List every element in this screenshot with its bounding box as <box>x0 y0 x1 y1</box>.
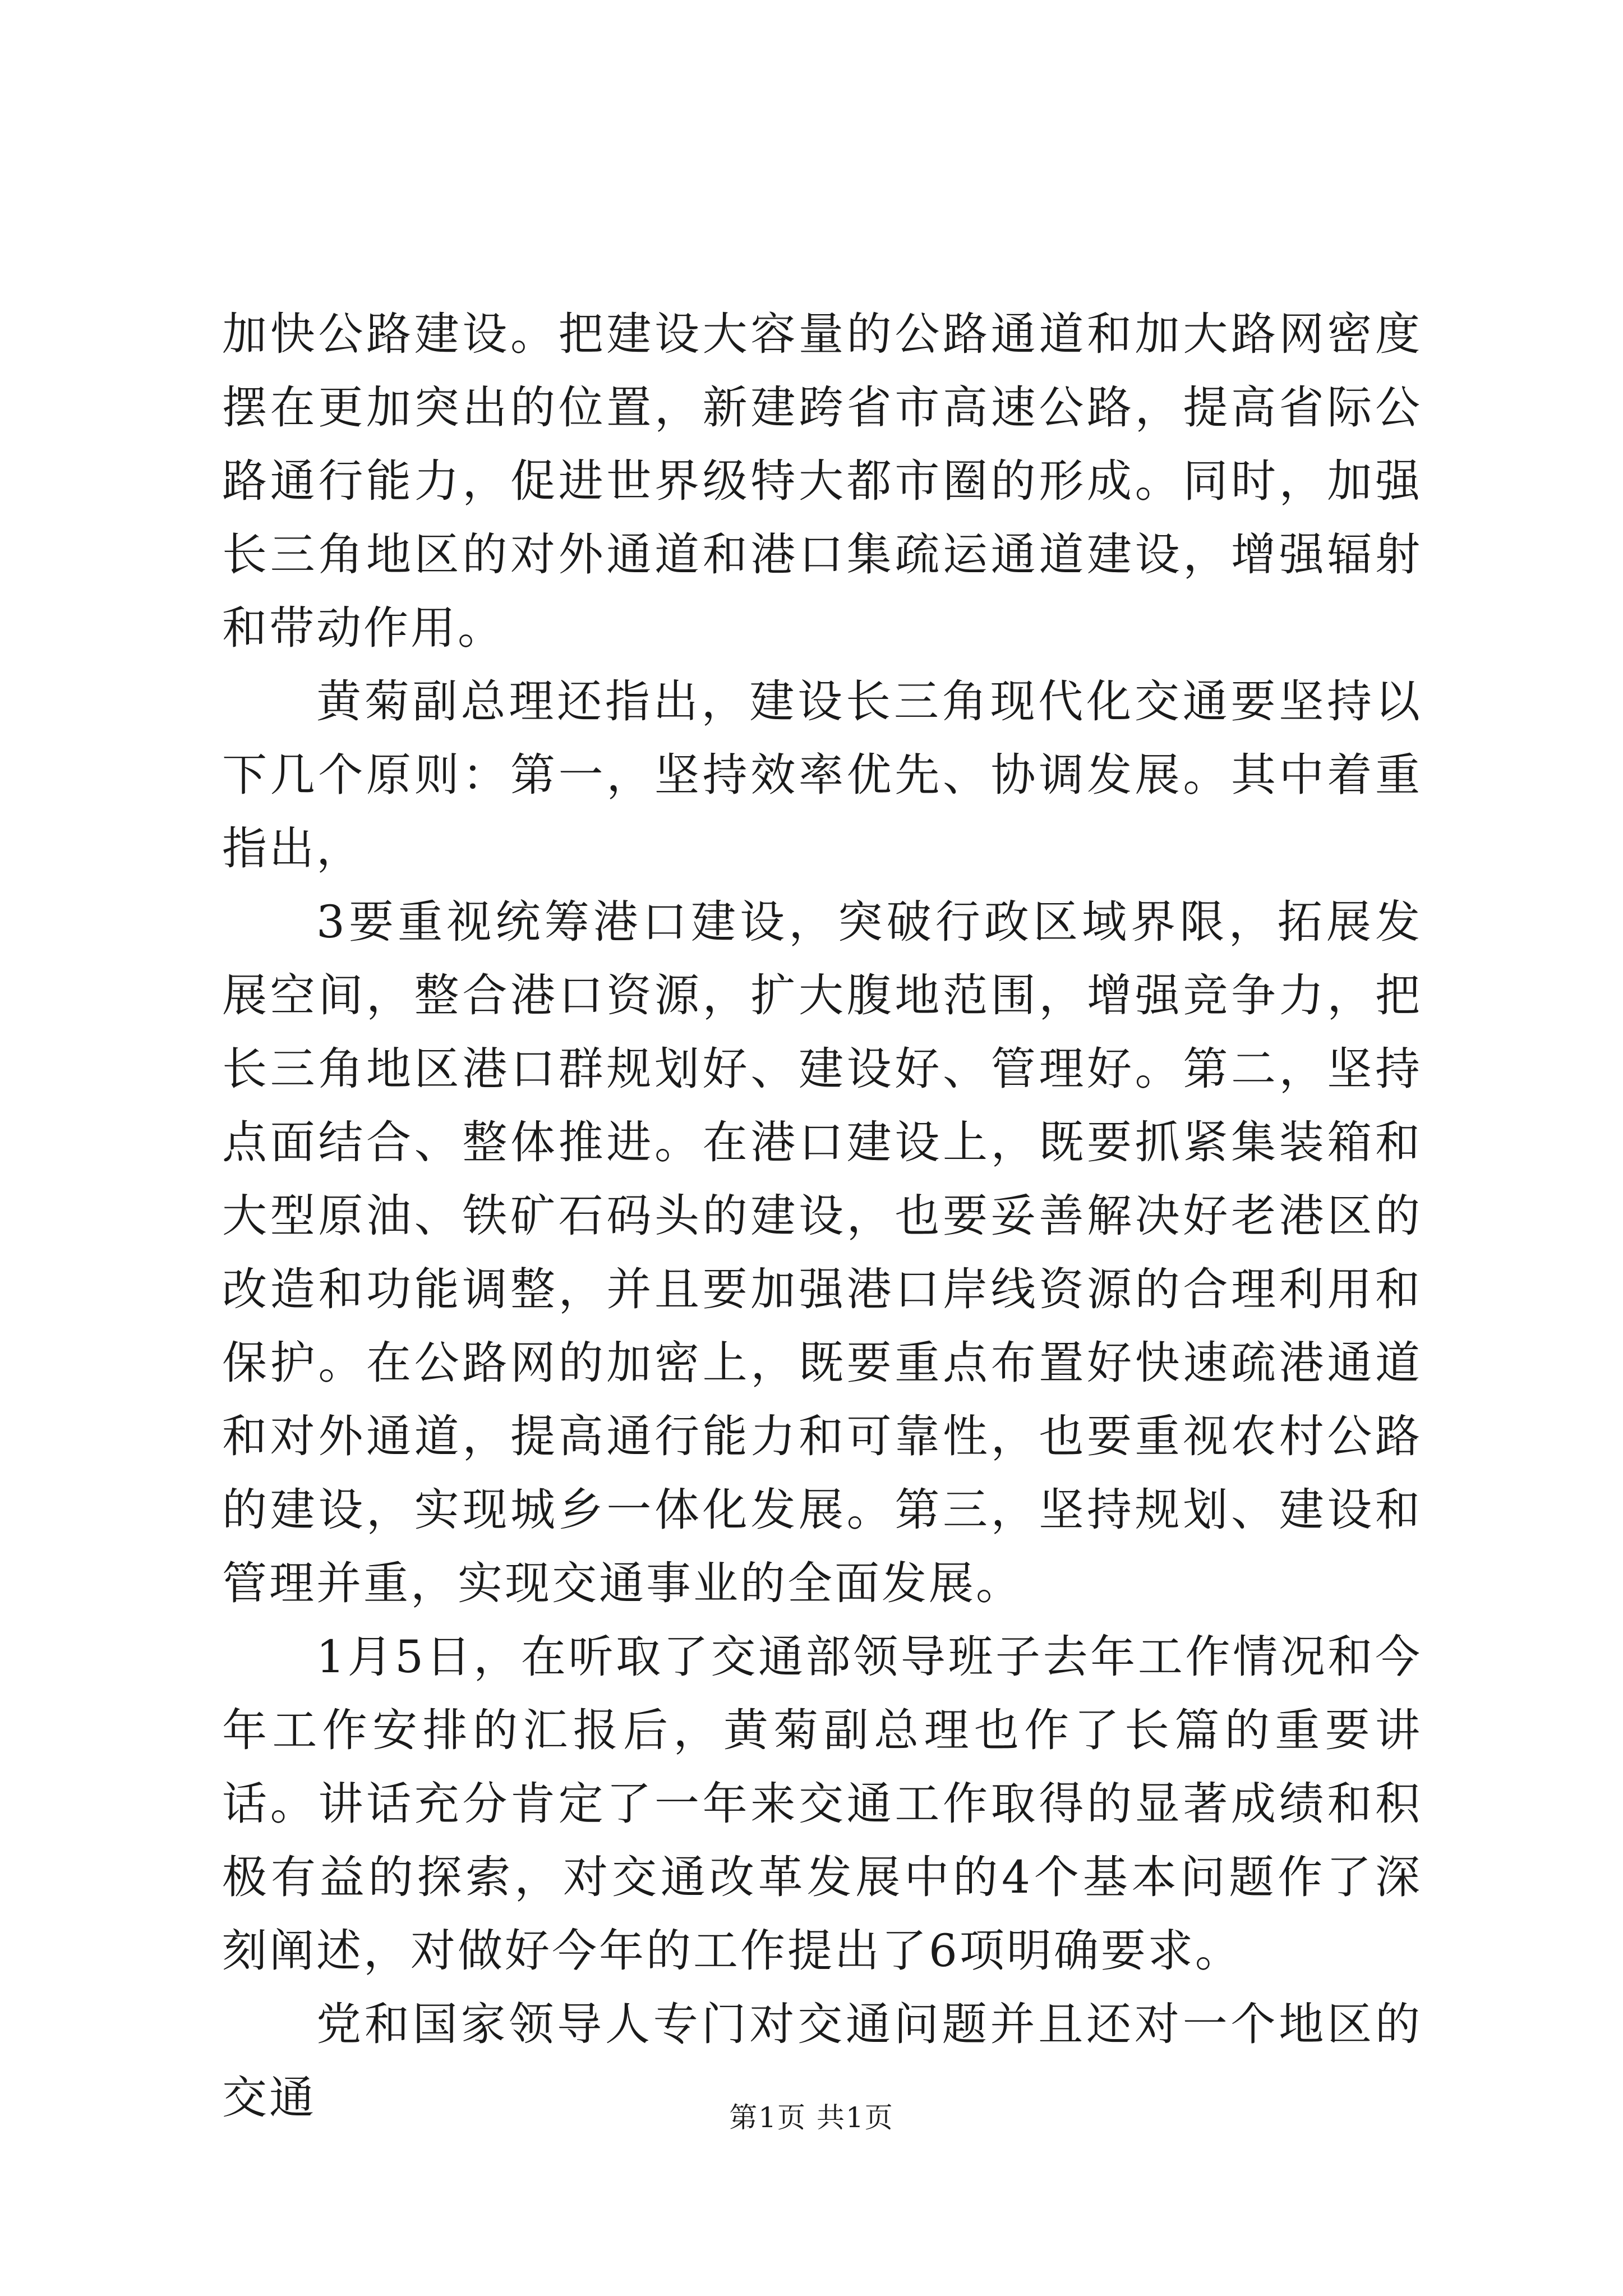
paragraph-5: 党和国家领导人专门对交通问题并且还对一个地区的交通 <box>222 1998 1422 2124</box>
paragraph-4: 1月5日，在听取了交通部领导班子去年工作情况和今年工作安排的汇报后，黄菊副总理也作了长篇的重要讲话。讲话充分肯定了一年来交通工作取得的显著成绩和积极有益的探索，对交通改革发展中的4个基本问题作了深刻阐述，对做好今年的工作提出了6项明确要求。 <box>222 1631 1422 1977</box>
page-footer: 第1页 共1页 <box>729 2101 894 2134</box>
document-body <box>222 297 1422 2134</box>
paragraph-1: 加快公路建设。把建设大容量的公路通道和加大路网密度摆在更加突出的位置，新建跨省市高速公路，提高省际公路通行能力，促进世界级特大都市圈的形成。同时，加强长三角地区的对外通道和港口集疏运通道建设，增强辐射和带动作用。 <box>222 308 1422 654</box>
paragraph-2: 黄菊副总理还指出，建设长三角现代化交通要坚持以下几个原则：第一，坚持效率优先、协调发展。其中着重指出， <box>222 675 1422 875</box>
paragraph-3: 3要重视统筹港口建设，突破行政区域界限，拓展发展空间，整合港口资源，扩大腹地范围，增强竞争力，把长三角地区港口群规划好、建设好、管理好。第二，坚持点面结合、整体推进。在港口建设上，既要抓紧集装箱和大型原油、铁矿石码头的建设，也要妥善解决好老港区的改造和功能调整，并且要加强港口岸线资源的合理利用和保护。在公路网的加密上，既要重点布置好快速疏港通道和对外通道，提高通行能力和可靠性，也要重视农村公路的建设，实现城乡一体化发展。第三，坚持规划、建设和管理并重，实现交通事业的全面发展。 <box>222 896 1422 1609</box>
